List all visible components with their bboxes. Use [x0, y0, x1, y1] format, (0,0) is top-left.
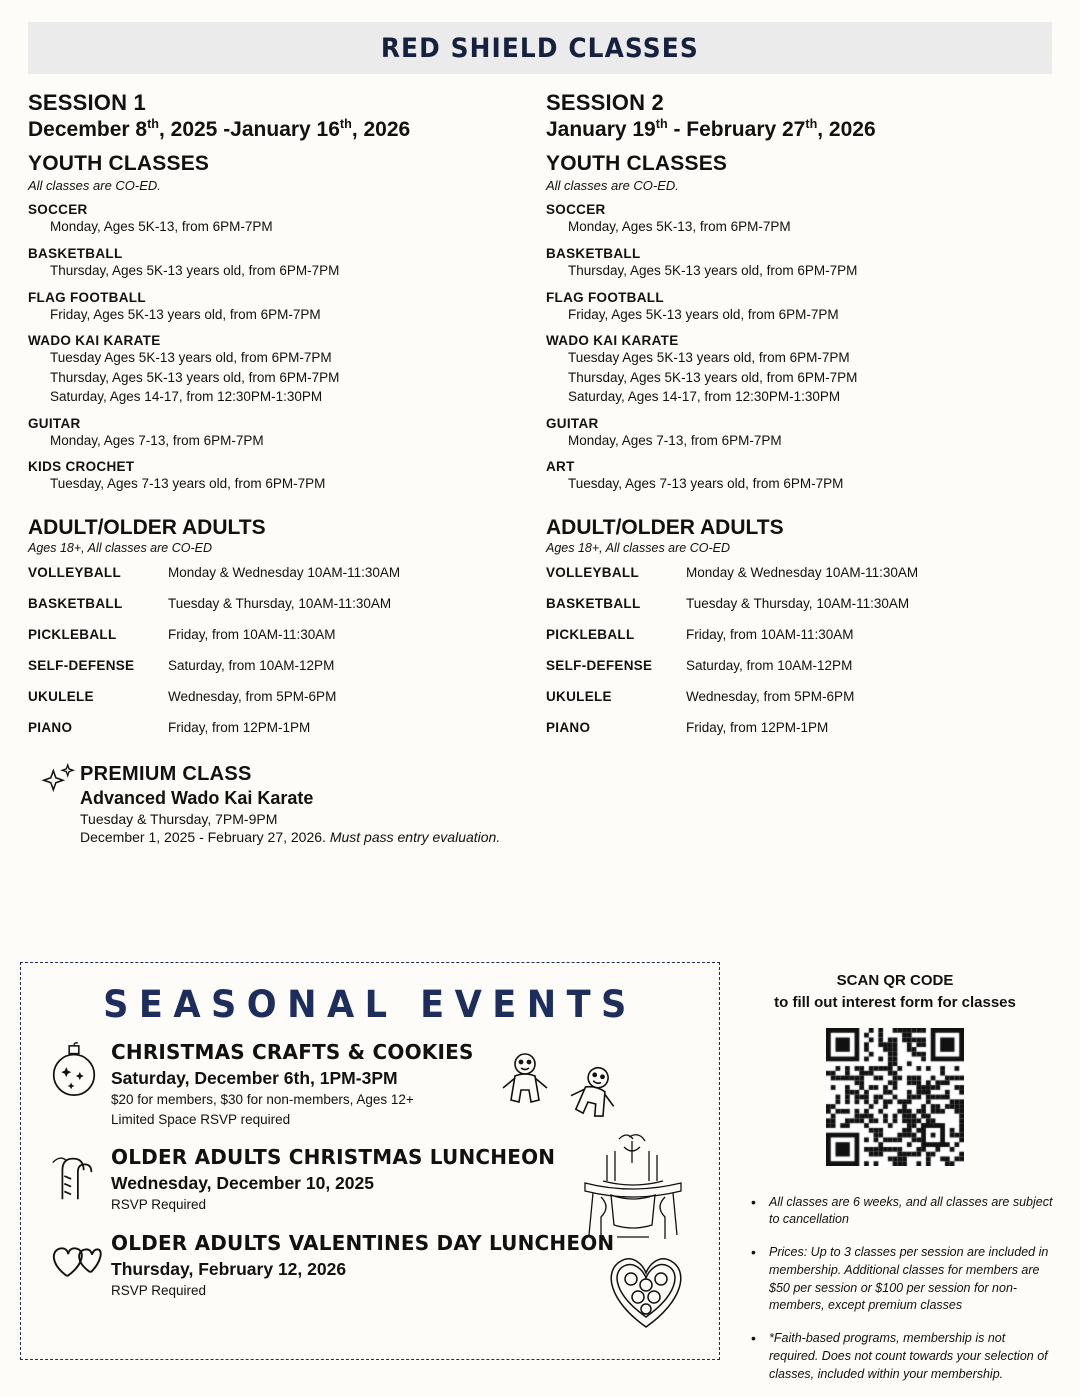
adult-class-name: PICKLEBALL: [28, 626, 117, 642]
session-2-name: SESSION 2: [546, 90, 664, 115]
gingerbread-cookies-art: [491, 1048, 661, 1128]
class-schedule: Tuesday, Ages 7-13 years old, from 6PM-7PM: [50, 476, 326, 492]
note-item: • *Faith-based programs, membership is not required. Does not count towards your selection of classes, included within your membership.: [751, 1330, 1055, 1383]
adult-class-row: [28, 596, 520, 611]
class-item: [546, 416, 1038, 451]
class-schedule: Thursday, Ages 5K-13 years old, from 6PM-7PM: [568, 263, 858, 278]
session-1-sup-1: th: [147, 116, 159, 131]
class-item: [28, 290, 520, 325]
class-item: [28, 333, 520, 407]
class-item: [546, 246, 1038, 281]
event-item-valentines-luncheon: [39, 1231, 701, 1300]
class-name: SOCCER: [546, 202, 606, 218]
class-name: GUITAR: [546, 415, 599, 431]
event-name: OLDER ADULTS VALENTINES DAY LUNCHEON: [111, 1230, 615, 1255]
session-1-date-post: , 2026: [351, 117, 411, 141]
class-name: FLAG FOOTBALL: [28, 289, 146, 305]
sessions-container: [28, 90, 1052, 751]
adult-class-time: Friday, from 10AM-11:30AM: [168, 626, 336, 642]
adult-class-name: UKULELE: [546, 688, 612, 704]
adult-class-time: Monday & Wednesday 10AM-11:30AM: [686, 564, 919, 580]
heart-chocolate-box-art: [591, 1235, 701, 1335]
session-2-date-post: , 2026: [817, 117, 876, 141]
adult-class-name: SELF-DEFENSE: [546, 657, 653, 673]
adult-class-name: VOLLEYBALL: [546, 564, 639, 580]
adult-class-time: Tuesday & Thursday, 10AM-11:30AM: [168, 595, 392, 611]
class-item: [28, 459, 520, 494]
adult-class-time: Friday, from 12PM-1PM: [686, 719, 829, 735]
adult-class-row: [28, 689, 520, 704]
adult-class-name: UKULELE: [28, 688, 94, 704]
session-1-column: [28, 90, 520, 751]
class-schedule: Friday, Ages 5K-13 years old, from 6PM-7PM: [568, 306, 839, 322]
class-schedule: Saturday, Ages 14-17, from 12:30PM-1:30PM: [568, 389, 841, 405]
event-detail-rsvp: RSVP Required: [111, 1197, 207, 1213]
adult-class-name: BASKETBALL: [28, 595, 123, 611]
class-name: BASKETBALL: [28, 246, 123, 261]
premium-dates: [80, 829, 1052, 845]
adult-class-row: [546, 596, 1038, 611]
event-date: Thursday, February 12, 2026: [111, 1258, 347, 1279]
class-schedule: Tuesday Ages 5K-13 years old, from 6PM-7PM: [50, 350, 332, 366]
class-item: [546, 290, 1038, 325]
event-detail-rsvp: RSVP Required: [111, 1282, 207, 1298]
adult-class-row: [546, 689, 1038, 704]
class-schedule: Saturday, Ages 14-17, from 12:30PM-1:30PM: [50, 389, 323, 405]
class-schedule: Monday, Ages 7-13, from 6PM-7PM: [50, 432, 264, 448]
adult-class-name: PIANO: [546, 719, 591, 735]
class-name: FLAG FOOTBALL: [546, 289, 664, 305]
adult-class-row: [28, 565, 520, 580]
session-2-column: [546, 90, 1038, 751]
premium-class-block: [28, 763, 1052, 845]
adult-class-row: [28, 658, 520, 673]
class-item: [546, 459, 1038, 494]
session-1-date-mid: , 2025 -January 16: [158, 117, 340, 141]
event-detail-price: $20 for members, $30 for non-members, Ages 12+: [111, 1092, 414, 1107]
class-schedule: Monday, Ages 5K-13, from 6PM-7PM: [50, 219, 273, 235]
event-name: OLDER ADULTS CHRISTMAS LUNCHEON: [111, 1145, 556, 1170]
note-item: • All classes are 6 weeks, and all classes are subject to cancellation: [751, 1194, 1055, 1230]
event-name: CHRISTMAS CRAFTS & COOKIES: [111, 1040, 474, 1064]
adult-class-time: Friday, from 10AM-11:30AM: [686, 626, 854, 642]
event-item-christmas-crafts: [39, 1040, 701, 1129]
class-name: WADO KAI KARATE: [546, 333, 679, 349]
session-1-adult-note: Ages 18+, All classes are CO-ED: [28, 540, 212, 555]
adult-class-time: Saturday, from 10AM-12PM: [686, 657, 853, 673]
session-1-sup-2: th: [339, 116, 352, 131]
session-1-youth-heading: YOUTH CLASSES: [28, 152, 210, 176]
adult-class-row: [546, 720, 1038, 735]
adult-class-name: VOLLEYBALL: [28, 564, 121, 580]
class-schedule: Thursday, Ages 5K-13 years old, from 6PM-7PM: [50, 263, 340, 278]
event-date: Saturday, December 6th, 1PM-3PM: [111, 1068, 398, 1088]
premium-subtitle: Advanced Wado Kai Karate: [80, 787, 314, 808]
session-1-date-pre: December 8: [28, 117, 148, 141]
adult-class-name: PIANO: [28, 719, 73, 735]
class-name: KIDS CROCHET: [28, 459, 135, 475]
class-schedule: Monday, Ages 5K-13, from 6PM-7PM: [568, 219, 791, 235]
event-detail-rsvp: Limited Space RSVP required: [111, 1112, 291, 1128]
class-name: BASKETBALL: [546, 246, 641, 261]
notes-list: [735, 1194, 1055, 1384]
session-1-youth-note: All classes are CO-ED.: [28, 178, 161, 194]
hearts-icon: [45, 1233, 103, 1291]
seasonal-events-title: SEASONAL EVENTS: [103, 983, 637, 1026]
event-date: Wednesday, December 10, 2025: [111, 1173, 374, 1194]
session-1-name: SESSION 1: [28, 90, 146, 115]
premium-title: PREMIUM CLASS: [80, 762, 252, 785]
class-name: SOCCER: [28, 202, 88, 218]
qr-heading-line-2: to fill out interest form for classes: [774, 993, 1016, 1011]
adult-class-time: Friday, from 12PM-1PM: [168, 719, 311, 735]
dinner-table-art: [567, 1133, 697, 1243]
class-schedule: Thursday, Ages 5K-13 years old, from 6PM-7PM: [50, 369, 340, 385]
adult-class-time: Wednesday, from 5PM-6PM: [686, 688, 855, 704]
adult-class-name: SELF-DEFENSE: [28, 657, 135, 673]
class-name: ART: [546, 459, 575, 475]
class-schedule: Thursday, Ages 5K-13 years old, from 6PM-7PM: [568, 369, 858, 385]
premium-evaluation-note: Must pass entry evaluation.: [329, 828, 501, 845]
seasonal-events-box: [20, 962, 720, 1360]
adult-class-row: [28, 720, 520, 735]
adult-class-row: [546, 658, 1038, 673]
adult-class-row: [546, 627, 1038, 642]
qr-code-canvas[interactable]: [826, 1028, 964, 1166]
event-item-christmas-luncheon: [39, 1145, 701, 1214]
session-2-date-pre: January 19: [546, 117, 656, 141]
qr-heading: [735, 970, 1055, 1014]
session-1-adult-heading: ADULT/OLDER ADULTS: [28, 515, 266, 539]
session-2-date-mid: - February 27: [667, 117, 806, 141]
premium-date-range: December 1, 2025 - February 27, 2026.: [80, 828, 330, 845]
adult-class-name: PICKLEBALL: [546, 626, 635, 642]
class-item: [28, 416, 520, 451]
session-2-sup-2: th: [805, 116, 818, 131]
flyer-page: [0, 22, 1080, 1381]
candy-cane-icon: [45, 1147, 103, 1205]
adult-class-time: Monday & Wednesday 10AM-11:30AM: [168, 564, 401, 580]
class-schedule: Friday, Ages 5K-13 years old, from 6PM-7PM: [50, 306, 321, 322]
session-2-youth-note: All classes are CO-ED.: [546, 178, 679, 194]
sparkle-icon: [38, 763, 84, 809]
premium-schedule: Tuesday & Thursday, 7PM-9PM: [80, 810, 278, 827]
adult-class-row: [546, 565, 1038, 580]
session-2-adult-heading: ADULT/OLDER ADULTS: [546, 515, 784, 539]
session-2-dates: [546, 117, 1038, 143]
ornament-icon: [45, 1042, 103, 1100]
qr-code[interactable]: [826, 1028, 964, 1166]
title-banner: [28, 22, 1052, 74]
page-title: RED SHIELD CLASSES: [380, 32, 700, 64]
note-item: • Prices: Up to 3 classes per session are included in membership. Additional classes for members are $50 per session or $100 per session for non-members, except premium classes: [751, 1244, 1055, 1315]
adult-class-time: Tuesday & Thursday, 10AM-11:30AM: [686, 595, 910, 611]
adult-class-row: [28, 627, 520, 642]
adult-class-name: BASKETBALL: [546, 595, 641, 611]
class-item: [28, 202, 520, 237]
class-schedule: Tuesday, Ages 7-13 years old, from 6PM-7PM: [568, 476, 844, 492]
session-2-youth-heading: YOUTH CLASSES: [546, 152, 728, 176]
class-item: [546, 202, 1038, 237]
class-name: GUITAR: [28, 415, 81, 431]
session-2-adult-note: Ages 18+, All classes are CO-ED: [546, 540, 730, 555]
adult-class-time: Wednesday, from 5PM-6PM: [168, 688, 337, 704]
adult-class-time: Saturday, from 10AM-12PM: [168, 657, 335, 673]
qr-and-notes: [735, 970, 1055, 1398]
session-1-dates: [28, 117, 520, 143]
session-2-sup-1: th: [655, 116, 668, 131]
qr-heading-line-1: SCAN QR CODE: [836, 972, 954, 989]
class-name: WADO KAI KARATE: [28, 333, 161, 349]
class-schedule: Monday, Ages 7-13, from 6PM-7PM: [568, 432, 782, 448]
class-item: [546, 333, 1038, 407]
class-schedule: Tuesday Ages 5K-13 years old, from 6PM-7PM: [568, 350, 850, 366]
class-item: [28, 246, 520, 281]
